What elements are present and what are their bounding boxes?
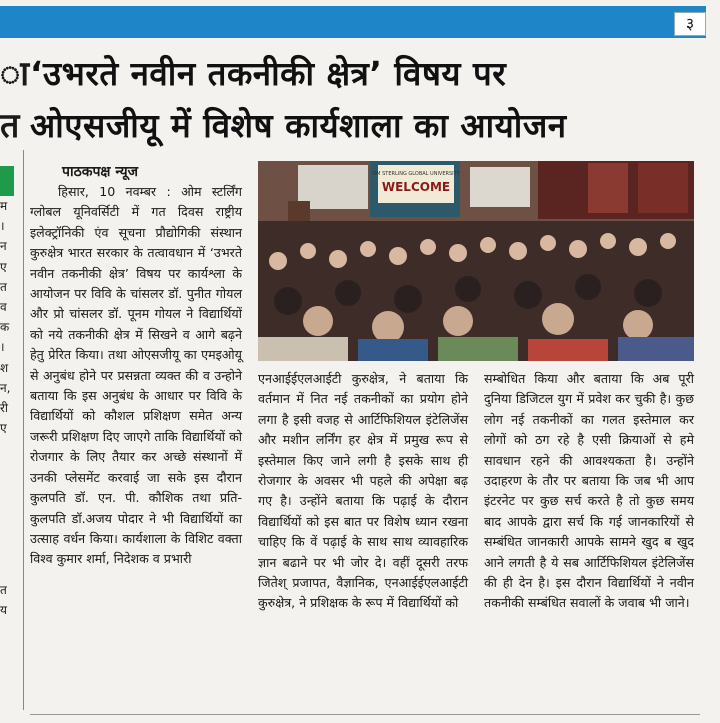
- fragment-line: त: [0, 279, 7, 294]
- fragment-line: न: [0, 239, 7, 254]
- banner-university-text: OM STERLING GLOBAL UNIVERSITY: [372, 171, 460, 177]
- workshop-photo-illustration: [258, 161, 694, 361]
- fragment-line: श: [0, 360, 9, 375]
- fragment-line: य: [0, 603, 7, 618]
- fragment-line: [0, 438, 14, 458]
- fragment-line: री: [0, 401, 9, 416]
- article-column-2: एनआईईएलआईटी कुरुक्षेत्र, ने बताया कि वर्तमान में नित नई तकनीकों का प्रयोग होने लगा है इसी वजह से आर्टिफिशियल इंटेलिजेंस और मशीन लर्निंग हर क्षेत्र में प्रमुख रूप से इस्तेमाल किए जाने लगी है इसके साथ ही रोजगार के अवसर भी पहले की अपेक्षा बढ़ गए है। उन्होंने बताया कि पढ़ाई के दौरान विद्यार्थियों को इस बात पर विशेष ध्यान रखना चाहिए कि वें पढ़ाई के साथ साथ व्यावहारिक ज्ञान बढाने पर भी जोर दे। वहीं दूसरी तरफ जितेश् प्रजापत, वैज्ञानिक, एनआईईएलआईटी कुरुक्षेत्र, ने प्रशिक्षक के रूप में विद्यार्थियों को: [258, 371, 468, 611]
- byline: पाठकपक्ष न्यूज: [62, 164, 138, 180]
- fragment-line: [0, 519, 14, 539]
- adjacent-column-fragment: [0, 48, 30, 723]
- header-bar: [0, 6, 706, 38]
- fragment-headline-2: त: [0, 106, 20, 146]
- fragment-line: [0, 479, 14, 499]
- fragment-line: त: [0, 582, 7, 597]
- fragment-line: [0, 539, 14, 559]
- column-divider: [23, 150, 24, 710]
- headline-line-1: ‘उभरते नवीन तकनीकी क्षेत्र’ विषय पर: [30, 54, 507, 93]
- fragment-line: [0, 499, 14, 519]
- article-headline: [30, 48, 700, 152]
- fragment-line: व: [0, 300, 7, 315]
- fragment-line: ए: [0, 259, 7, 274]
- workshop-photo: [258, 161, 694, 361]
- headline-line-2: ओएसजीयू में विशेष कार्यशाला का आयोजन: [30, 106, 567, 145]
- fragment-line: न,: [0, 380, 11, 395]
- bottom-divider: [30, 714, 700, 715]
- article-column-3: सम्बोधित किया और बताया कि अब पूरी दुनिया डिजिटल युग में प्रवेश कर चुकी है। कुछ लोग नई तकनीकों का गलत इस्तेमाल कर लोगों को ठग रहे है एसी क्रियाओं से हमे सावधान रहने की आवश्यकता है। उन्होंने उदाहरण के तौर पर बताया कि जब भी आप इंटरनेट पर कुछ सर्च करते है तो कुछ समय बाद आपके द्वारा सर्च कि गई जानकारियों से सम्बंधित जानकारी आपके सामने खुद ब खुद आने लगती है ये सब आर्टिफिशियल इंटेलिजेंस की ही देन है। इस दौरान विद्यार्थियों ने नवीन तकनीकी सम्बंधित सवालों के जवाब भी जाने।: [484, 371, 694, 611]
- fragment-line: [0, 560, 14, 580]
- article-column-1: हिसार, 10 नवम्बर : ओम स्टर्लिंग ग्लोबल यूनिवर्सिटी में गत दिवस राष्ट्रीय इलेक्ट्रॉनिकी एंव सूचना प्रौद्योगिकी संस्थान कुरुक्षेत्र भारत सरकार के तत्वावधान में ‘उभरते नवीन तकनीकी क्षेत्र’ विषय पर कार्यश्ला के आयोजन पर विवि के चांसलर डॉ. पुनीत गोयल और प्रो चांसलर डॉ. पूनम गोयल ने विद्यार्थियों को नये तकनीकी क्षेत्र में सिखने व आगे बढ़ने हेतु प्रेरित किया। तथा ओएसजीयू का एमइओयू से अनुबंध होने पर प्रसन्नता व्यक्त की व उन्होने बताया कि इस अनुबंध के आधार पर विवि के विद्यार्थियों को कौशल प्रशिक्षण समेत अन्य जरूरी प्रशिक्षण दिए जाएगे ताकि विद्यार्थियों को रोजगार के लिए तैयार कर अच्छे संस्थानों में उनकी प्लेसमेंट करवाई जा सके इस दौरान कुलपति डॉ. एन. पी. कौशिक तथा प्रति-कुलपति डॉ.अजय पोदार ने भी विद्यार्थियों का उत्साह वर्धन किया। कार्यशाला के विशिट वक्ता विश्व कुमार शर्मा, निदेशक व प्रभारी: [30, 184, 242, 567]
- fragment-text-lines: [0, 196, 18, 620]
- fragment-line: [0, 459, 14, 479]
- fragment-line: ।: [0, 340, 5, 355]
- fragment-line: ।: [0, 219, 5, 234]
- fragment-headline-1: ा: [0, 54, 30, 94]
- green-label-box: [0, 166, 14, 196]
- fragment-line: म: [0, 199, 8, 213]
- fragment-line: क: [0, 320, 10, 335]
- banner-welcome-text: WELCOME: [381, 180, 451, 194]
- page-number: ३: [674, 12, 706, 36]
- fragment-line: ए: [0, 421, 7, 436]
